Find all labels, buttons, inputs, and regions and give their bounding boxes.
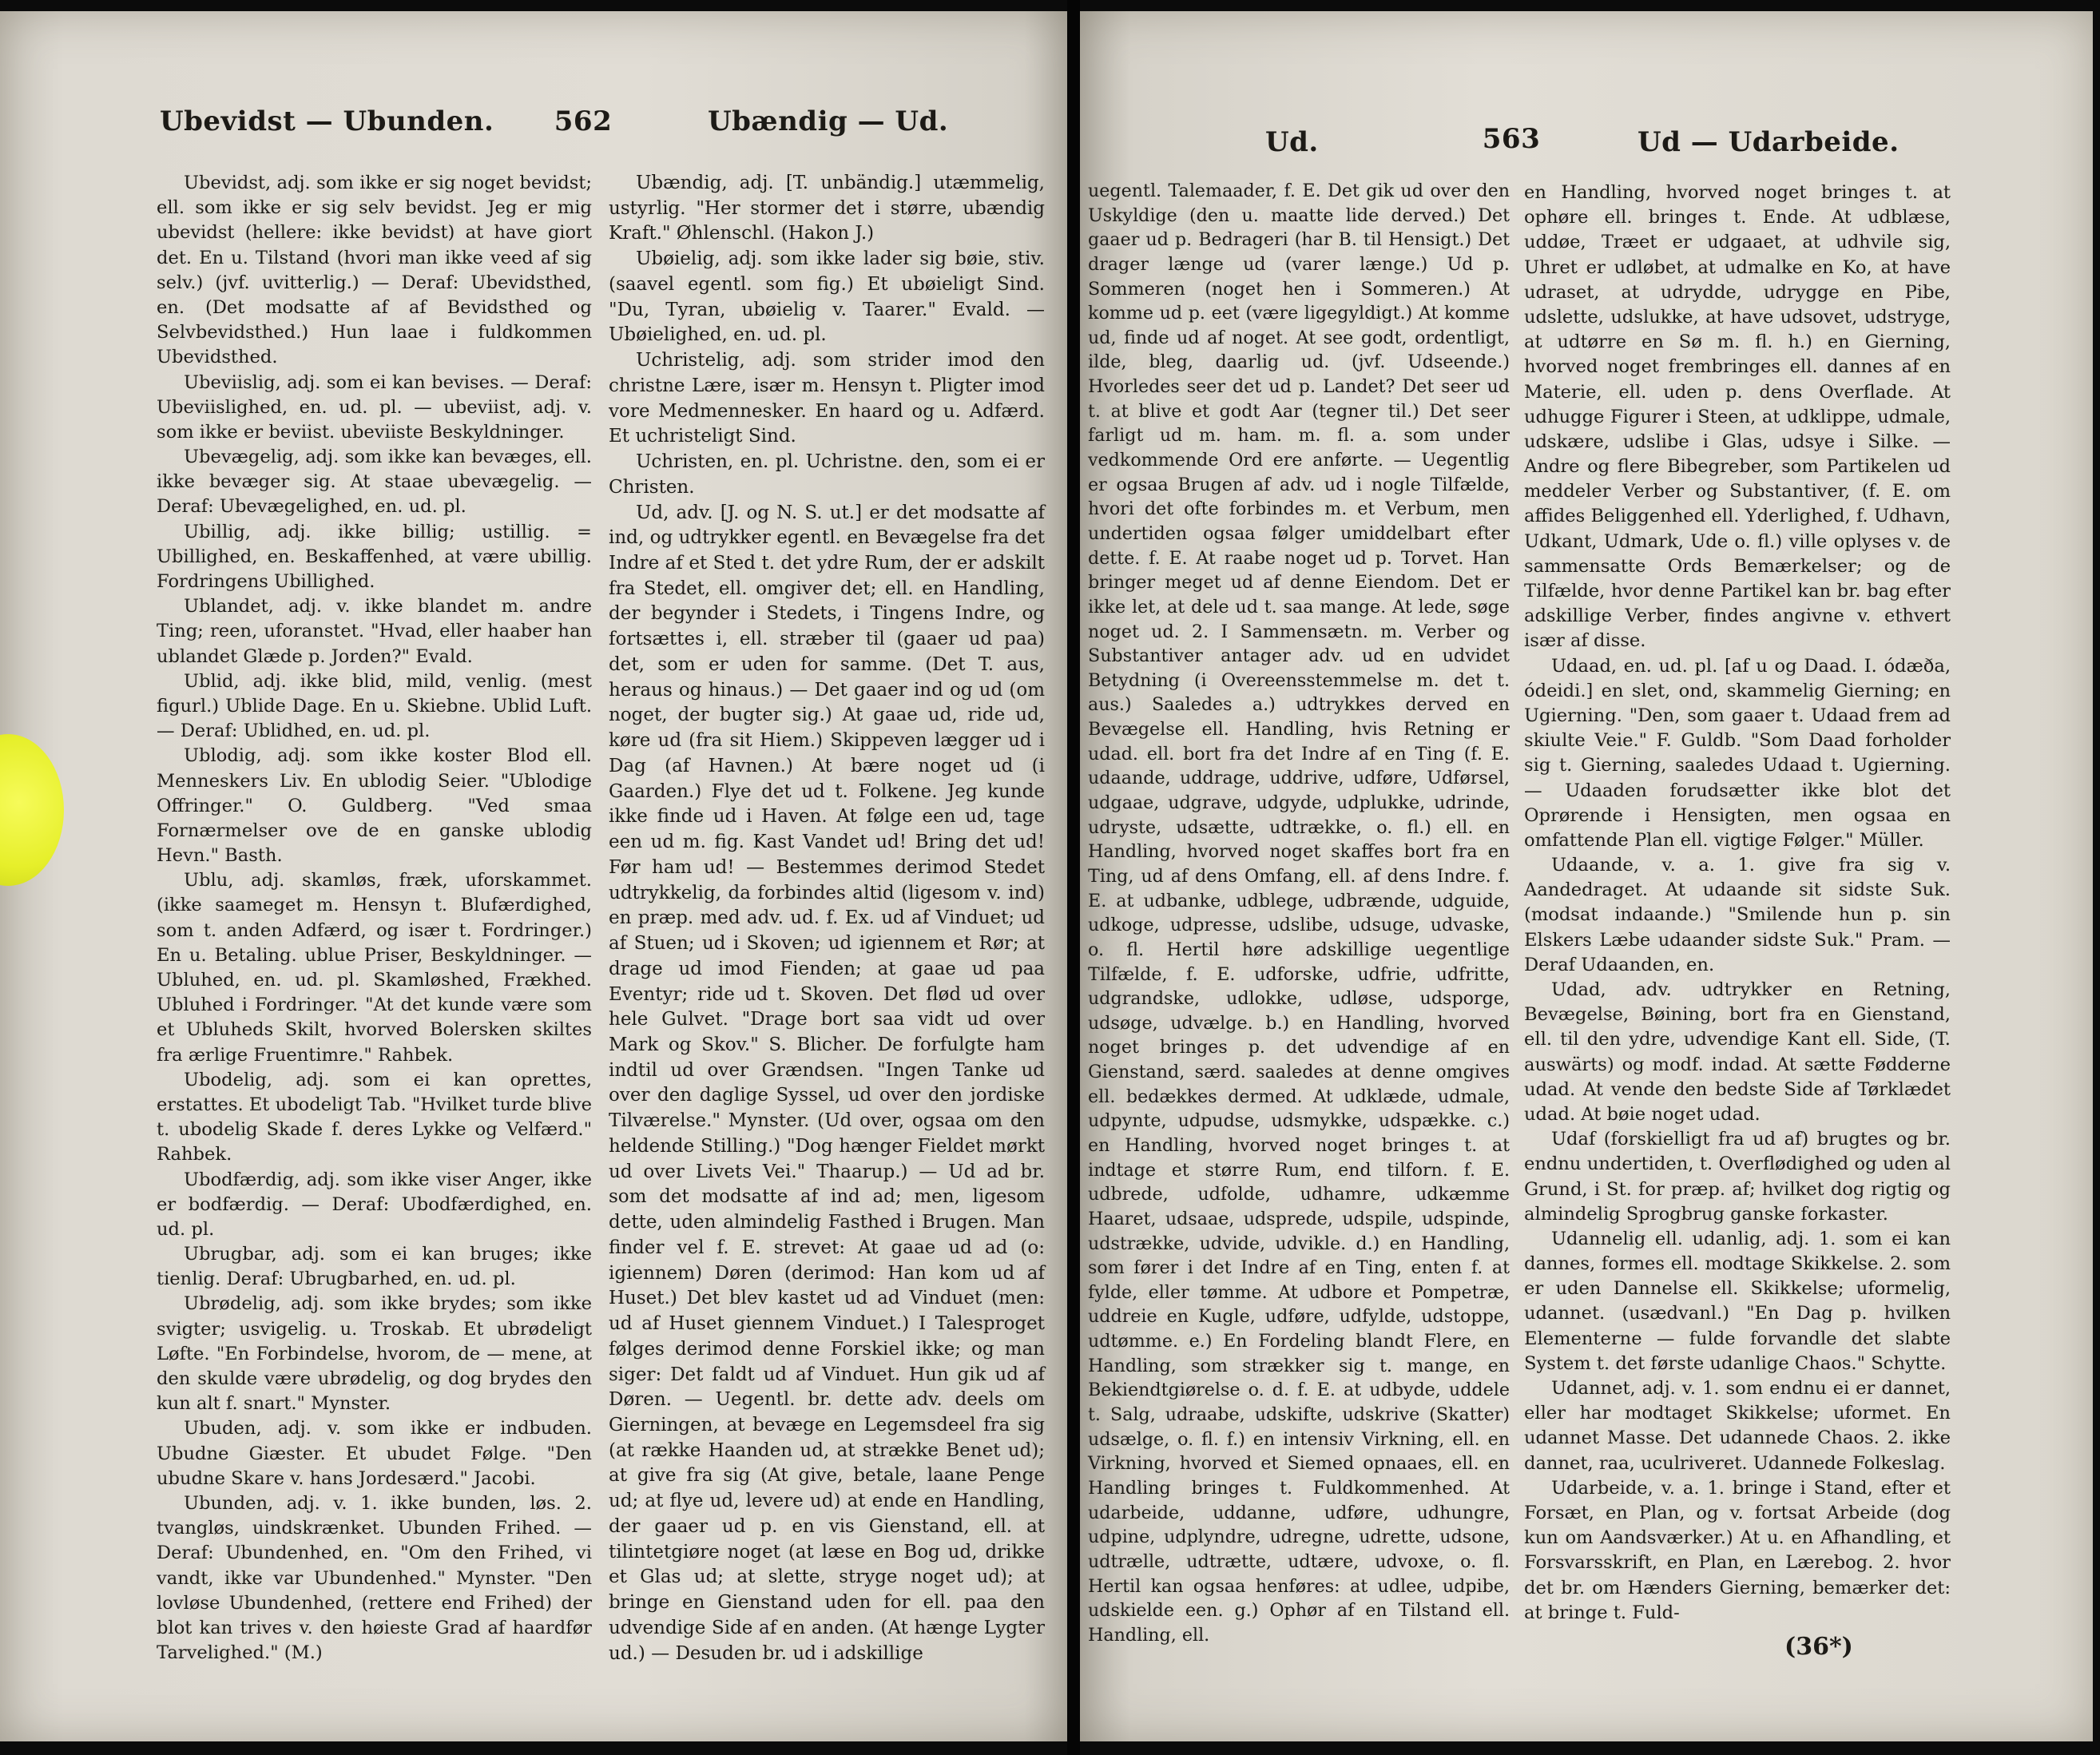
left-running-head-left: Ubevidst — Ubunden. <box>160 105 494 137</box>
left-page <box>0 11 1067 1741</box>
entry: Udad, adv. udtrykker en Retning, Bevægelse, Bøining, bort fra en Gienstand, ell. til den ydre, udvendige Kant ell. Side, (T. auswärts) og modf. indad. At sætte Fødderne udad. At vende den bedste Side af Tørklædet udad. At bøie noget udad. <box>1524 979 1951 1125</box>
entry: uegentl. Talemaader, f. E. Det gik ud over den Uskyldige (den u. maatte lide derved.) Det gaaer ud p. Bedrageri (har B. til Hensigt.) Det drager længe ud (varer længe.) Ud p. Sommeren (noget hen i Sommeren.) At komme ud p. eet (være ligegyldigt.) At komme ud, finde ud af noget. At see godt, ordentligt, ilde, bleg, daarlig ud. (jvf. Udseende.) Hvorledes seer det ud p. Landet? Det seer ud t. at blive et godt Aar (tegner til.) Det seer farligt ud m. ham. m. fl. a. som under vedkommende Ord ere anførte. — Uegentlig er ogsaa Brugen af adv. ud i nogle Tilfælde, hvori det ofte forbindes m. et Verbum, men undertiden ogsaa følger umiddelbart efter dette. f. E. At raabe noget ud p. Torvet. Han bringer meget ud af denne Eiendom. Det er ikke let, at dele ud t. saa mange. At lede, søge noget ud. 2. I Sammensætn. m. Verber og Substantiver antager adv. ud en udvidet Betydning (i Overeensstemmelse m. det t. aus.) Saaledes a.) udtrykkes derved en Bevægelse ell. Handling, hvis Retning er udad. ell. bort fra det Indre af en Ting (f. E. udaande, uddrage, uddrive, udføre, Udførsel, udgaae, udgrave, udgyde, udplukke, udrinde, udryste, udsætte, udtrække, o. fl.) ell. en Handling, hvorved noget skaffes bort fra en Ting, ud af dens Omfang, ell. af dens Indre. f. E. at udbanke, udblege, udbrænde, udguide, udkoge, udpresse, udslibe, udsuge, udvaske, o. fl. Hertil høre adskillige uegentlige Tilfælde, f. E. udforske, udfrie, udfritte, udgrandske, udlokke, udløse, udsporge, udsøge, udvælge. b.) en Handling, hvorved noget bringes p. det udvendige af en Gienstand, særd. saaledes at denne omgives ell. bedækkes dermed. At udklæde, udmale, udpynte, udpudse, udsmykke, udspække. c.) en Handling, hvorved noget bringes t. at indtage et større Rum, end tilforn. f. E. udbrede, udfolde, udhamre, udkæmme Haaret, udsaae, udsprede, udspile, udspinde, udstrække, udvide, udvikle. d.) en Handling, som fører i det Indre af en Ting, enten f. at fylde, eller tømme. At udbore et Pompetræ, uddreie en Kugle, udføre, udfylde, udstoppe, udtømme. e.) En Fordeling blandt Flere, en Handling, som strækker sig t. mange, en Bekiendtgiørelse o. d. f. E. at udbyde, uddele t. Salg, udraabe, udskifte, udskrive (Skatter) udsælge, o. fl. f.) en intensiv Virkning, ell. en Virkning, hvorved et Siemed opnaaes, ell. en Handling bringes t. Fuldkommenhed. At udarbeide, uddanne, udføre, udhungre, udpine, udplyndre, udregne, udrette, udsone, udtrælle, udtrætte, udtære, udvoxe, o. fl. Hertil kan ogsaa henføres: at udlee, udpibe, udskielde een. g.) Ophør af en Tilstand ell. Handling, ell. <box>1088 181 1510 1646</box>
entry: Ubodelig, adj. som ei kan oprettes, erstattes. Et ubodeligt Tab. "Hvilket turde blive t. ubodelig Skade f. deres Lykke og Velfærd." Rahbek. <box>157 1069 592 1165</box>
right-page-column-2 <box>1524 181 1951 1626</box>
entry: Ud, adv. [J. og N. S. ut.] er det modsatte af ind, og udtrykker egentl. en Bevægelse fra det Indre af et Sted t. det ydre Rum, der er adskilt fra Stedet, ell. omgiver det; ell. en Handling, der begynder i Stedets, i Tingens Indre, og fortsættes i, ell. stræber til (gaaer ud paa) det, som er uden for samme. (Det T. aus, heraus og hinaus.) — Det gaaer ind og ud (om noget, der bugter sig.) At gaae ud, ride ud, køre ud (fra sit Hiem.) Skippeven lægger ud i Dag (af Havnen.) At bære noget ud (i Gaarden.) Flye det ud t. Folkene. Jeg kunde ikke finde ud i Haven. At følge een ud, tage een ud m. fig. Kast Vandet ud! Bring det ud! Før ham ud! — Bestemmes derimod Stedet udtrykkelig, da forbindes altid (ligesom v. ind) en præp. med adv. ud. f. Ex. ud af Vinduet; ud af Stuen; ud i Skoven; ud igiennem et Rør; at drage ud imod Fienden; at gaae ud paa Eventyr; ride ud t. Skoven. Det flød ud over hele Gulvet. "Drage bort saa vidt ud over Mark og Skov." S. Blicher. De forfulgte ham indtil ud over Grændsen. "Ingen Tanke ud over den daglige Syssel, ud over den jordiske Tilværelse." Mynster. (Ud over, ogsaa om den heldende Stilling.) "Dog hænger Fieldet mørkt ud over Livets Vei." Thaarup.) — Ud ad br. som det modsatte af ind ad; men, ligesom dette, uden almindelig Fasthed i Brugen. Man finder vel f. E. strevet: At gaae ud ad (o: igiennem) Døren (derimod: Han kom ud af Huset.) Det blev kastet ud ad Vinduet (men: ud af Huset giennem Vinduet.) I Talesproget følges derimod denne Forskiel ikke; og man siger: Det faldt ud af Vinduet. Hun gik ud af Døren. — Uegentl. br. dette adv. deels om Gierningen, at bevæge en Legemsdeel fra sig (at række Haanden ud, at strække Benet ud); at give fra sig (At give, betale, laane Penge ud; at flye ud, levere ud) at ende en Handling, der gaaer ud p. en vis Gienstand, ell. at tilintetgiøre noget (at læse en Bog ud, drikke et Glas ud; at slette, stryge noget ud); at bringe en Gienstand uden for ell. paa den udvendige Side af en anden. (At hænge Lygter ud.) — Desuden br. ud i adskillige <box>609 502 1045 1664</box>
entry: Ublid, adj. ikke blid, mild, venlig. (mest figurl.) Ublide Dage. En u. Skiebne. Ublid Luft. — Deraf: Ublidhed, en. ud. pl. <box>157 670 592 742</box>
right-page <box>1080 11 2093 1741</box>
entry: en Handling, hvorved noget bringes t. at ophøre ell. bringes t. Ende. At udblæse, uddøe, Træet er udgaaet, at udhvile sig, Uhret er udløbet, at udmalke en Ko, at have udraset, at udrydde, udrygge en Pibe, udslette, udslukke, at have udsovet, udstryge, at udtørre en Sø m. fl. h.) en Gierning, hvorved noget frembringes ell. dannes af en Materie, ell. uden p. dens Overflade. At udhugge Figurer i Steen, at udklippe, udmale, udskære, udslibe i Glas, udsye i Silke. — Andre og flere Bibegreber, som Partikelen ud meddeler Verber og Substantiver, (f. E. om affides Beliggenhed ell. Yderlighed, f. Udhavn, Udkant, Udmark, Ude o. fl.) ville oplyses v. de sammensatte Ords Bemærkelser; og de Tilfælde, hvor denne Partikel kan br. bag efter adskillige Verber, findes angivne v. ethvert især af disse. <box>1524 182 1951 652</box>
left-page-number: 562 <box>554 105 613 137</box>
entry: Ubøielig, adj. som ikke lader sig bøie, stiv. (saavel egentl. som fig.) Et ubøieligt Sind. "Du, Tyran, ubøielig v. Taarer." Evald. — Ubøielighed, en. ud. pl. <box>609 248 1045 346</box>
entry: Ubændig, adj. [T. unbändig.] utæmmelig, ustyrlig. "Her stormer det i større, ubændig Kraft." Øhlenschl. (Hakon J.) <box>609 173 1045 244</box>
entry: Ubrugbar, adj. som ei kan bruges; ikke tienlig. Deraf: Ubrugbarhed, en. ud. pl. <box>157 1244 592 1290</box>
entry: Uchristelig, adj. som strider imod den christne Lære, især m. Hensyn t. Pligter imod vore Medmennesker. En haard og u. Adfærd. Et uchristeligt Sind. <box>609 350 1045 447</box>
entry: Ubeviislig, adj. som ei kan bevises. — Deraf: Ubeviislighed, en. ud. pl. — ubeviist, adj. v. som ikke er beviist. ubeviiste Beskyldninger. <box>157 371 592 443</box>
entry: Udaad, en. ud. pl. [af u og Daad. I. ódæða, ódeidi.] en slet, ond, skammelig Gierning; en Ugierning. "Den, som gaaer t. Udaad frem ad skiulte Veie." F. Guldb. "Som Daad forholder sig t. Gierning, saaledes Udaad t. Ugierning. — Udaaden forudsætter ikke blot det Oprørende i Hensigten, men ogsaa en omfattende Plan ell. vigtige Følger." Müller. <box>1524 655 1951 851</box>
entry: Ubillig, adj. ikke billig; ustillig. = Ubillighed, en. Beskaffenhed, at være ubillig. Fordringens Ubillighed. <box>157 521 592 592</box>
right-running-head-left: Ud. <box>1265 126 1319 158</box>
book-gutter <box>1067 0 1080 1755</box>
entry: Ubunden, adj. v. 1. ikke bunden, løs. 2. tvangløs, uindskrænket. Ubunden Frihed. — Deraf: Ubundenhed, en. "Om den Frihed, vi vandt, ikke var Ubundenhed." Mynster. "Den lovløse Ubundenhed, (rettere end Frihed) der blot kan trives v. den høieste Grad af haardfør Tarvelighed." (M.) <box>157 1492 592 1664</box>
entry: Ubevidst, adj. som ikke er sig noget bevidst; ell. som ikke er sig selv bevidst. Jeg er mig ubevidst (hellere: ikke bevidst) at have giort det. En u. Tilstand (hvori man ikke veed af sig selv.) (jvf. uvitterlig.) — Deraf: Ubevidsthed, en. (Det modsatte af af Bevidsthed og Selvbevidsthed.) Hun laae i fuldkommen Ubevidsthed. <box>157 173 592 368</box>
entry: Ubuden, adj. v. som ikke er indbuden. Ubudne Giæster. Et ubudet Følge. "Den ubudne Skare v. hans Jordesærd." Jacobi. <box>157 1418 592 1489</box>
entry: Ubevægelig, adj. som ikke kan bevæges, ell. ikke bevæger sig. At staae ubevægelig. — Deraf: Ubevægelighed, en. ud. pl. <box>157 447 592 518</box>
left-running-head-right: Ubændig — Ud. <box>708 105 949 137</box>
left-page-column-2 <box>609 171 1045 1666</box>
entry: Ublandet, adj. v. ikke blandet m. andre Ting; reen, uforanstet. "Hvad, eller haaber han ublandet Glæde p. Jorden?" Evald. <box>157 596 592 667</box>
entry: Udaf (forskielligt fra ud af) brugtes og br. endnu undertiden, t. Overflødighed og uden al Grund, i St. for præp. af; hvilket dog rigtig og almindelig Sprogbrug ganske forkaster. <box>1524 1129 1951 1225</box>
entry: Udannelig ell. udanlig, adj. 1. som ei kan dannes, formes ell. modtage Skikkelse. 2. som er uden Dannelse ell. Skikkelse; uformelig, udannet. (usædvanl.) "En Dag p. hvilken Elementerne — fulde forvandle det slabte System t. det første udanlige Chaos." Schytte. <box>1524 1228 1951 1374</box>
yellow-tab-marker <box>0 734 64 886</box>
right-page-column-1 <box>1088 179 1510 1647</box>
signature-mark: (36*) <box>1784 1633 1853 1661</box>
right-running-head-right: Ud — Udarbeide. <box>1638 126 1900 158</box>
entry: Udaande, v. a. 1. give fra sig v. Aandedraget. At udaande sit sidste Suk. (modsat indaande.) "Smilende hun p. sin Elskers Læbe udaander sidste Suk." Pram. — Deraf Udaanden, en. <box>1524 855 1951 975</box>
entry: Ubodfærdig, adj. som ikke viser Anger, ikke er bodfærdig. — Deraf: Ubodfærdighed, en. ud. pl. <box>157 1169 592 1240</box>
entry: Udannet, adj. v. 1. som endnu ei er dannet, eller har modtaget Skikkelse; uformet. En udannet Masse. Det udannede Chaos. 2. ikke dannet, raa, uculriveret. Udannede Folkeslag. <box>1524 1378 1951 1474</box>
entry: Ublodig, adj. som ikke koster Blod ell. Menneskers Liv. En ublodig Seier. "Ublodige Offringer." O. Guldberg. "Ved smaa Fornærmelser ove de en ganske ublodig Hevn." Basth. <box>157 745 592 867</box>
entry: Ublu, adj. skamløs, fræk, uforskammet. (ikke saameget m. Hensyn t. Blufærdighed, som t. anden Adfærd, og især t. Fordringer.) En u. Betaling. ublue Priser, Beskyldninger. — Ubluhed, en. ud. pl. Skamløshed, Frækhed. Ubluhed i Fordringer. "At det kunde være som et Ubluheds Skilt, hvorved Bolersken skiltes fra ærlige Fruentimre." Rahbek. <box>157 870 592 1066</box>
entry: Udarbeide, v. a. 1. bringe i Stand, efter et Forsæt, en Plan, og v. fortsat Arbeide (dog kun om Aandsværker.) At u. en Afhandling, et Forsvarsskrift, en Plan, en Lærebog. 2. hvor det br. om Hænders Gierning, bemærker det: at bringe t. Fuld- <box>1524 1477 1951 1623</box>
right-page-number: 563 <box>1482 123 1541 155</box>
left-page-column-1 <box>157 171 592 1666</box>
entry: Uchristen, en. pl. Uchristne. den, som ei er Christen. <box>609 451 1045 498</box>
entry: Ubrødelig, adj. som ikke brydes; som ikke svigter; usvigelig. u. Troskab. Et ubrødeligt Løfte. "En Forbindelse, hvorom, de — mene, at den skulde være ubrødelig, og dog brydes den kun alt f. snart." Mynster. <box>157 1293 592 1415</box>
